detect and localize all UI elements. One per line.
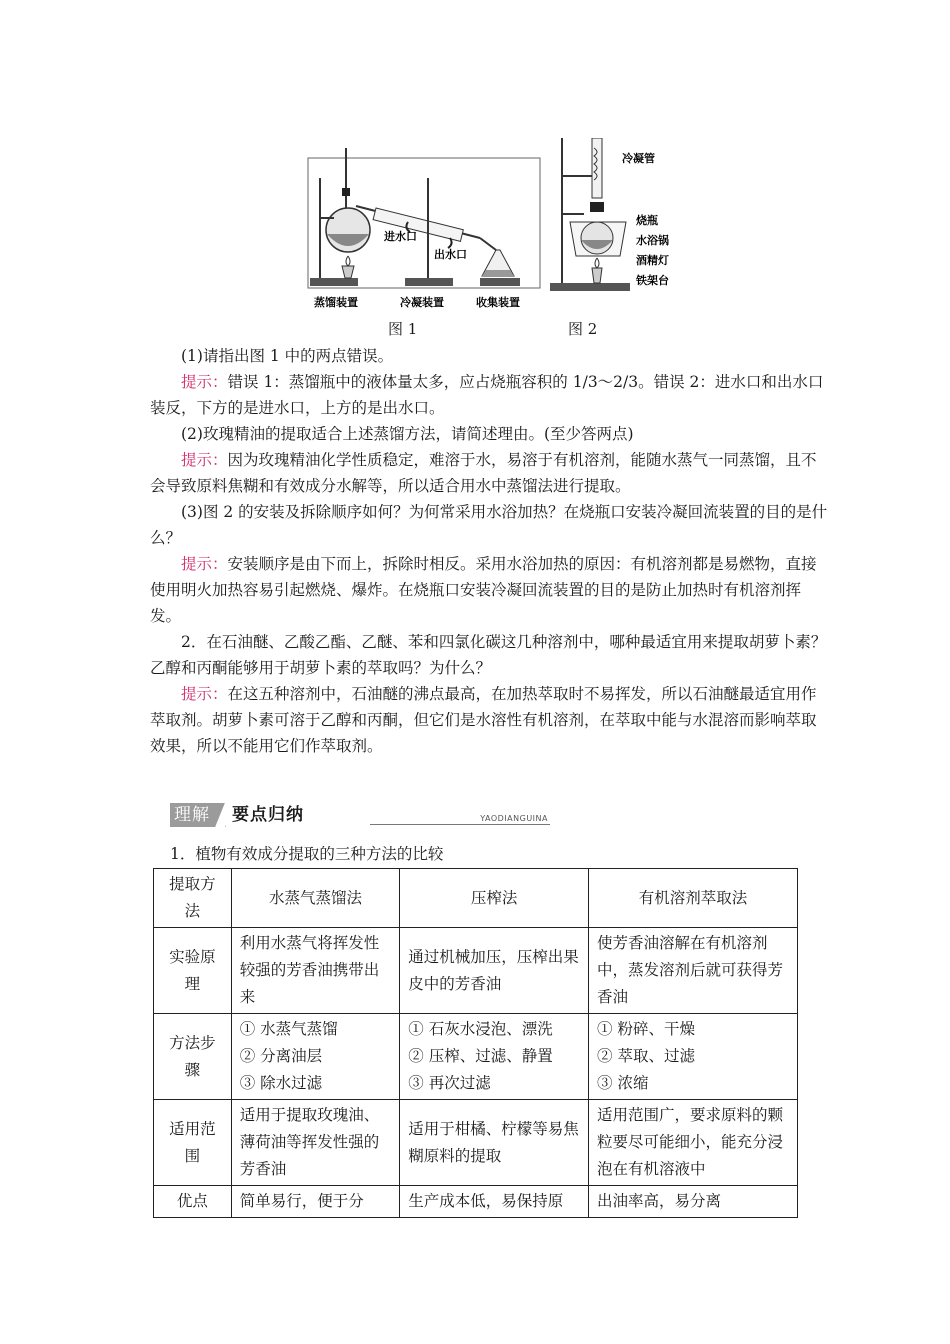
comparison-table	[153, 868, 798, 1218]
figure-caption-1: 图 1	[388, 320, 418, 338]
fig2-label-lamp: 酒精灯	[636, 254, 669, 267]
answer-text: 因为玫瑰精油化学性质稳定，难溶于水，易溶于有机溶剂，能随水蒸气一同蒸馏，且不会导致原料焦糊和有效成分水解等，所以适合用水中蒸馏法进行提取。	[150, 451, 817, 495]
table-row	[154, 928, 798, 1014]
table-header-row	[154, 869, 798, 928]
section-header	[170, 803, 550, 827]
hint-label: 提示：	[181, 373, 228, 391]
answer-text: 安装顺序是由下而上，拆除时相反。采用水浴加热的原因：有机溶剂都是易燃物，直接使用明火加热容易引起燃烧、爆炸。在烧瓶口安装冷凝回流装置的目的是防止加热时有机溶剂挥发。	[150, 555, 817, 625]
apparatus-diagram	[300, 138, 700, 318]
section-rule	[370, 824, 550, 825]
fig1-label-condense: 冷凝装置	[400, 296, 444, 309]
fig1-label-distill: 蒸馏装置	[314, 296, 358, 309]
table-header-cell: 压榨法	[400, 869, 589, 928]
table-cell: 生产成本低，易保持原	[400, 1186, 589, 1218]
table-cell: 简单易行，便于分	[231, 1186, 400, 1218]
question-1: (1)请指出图 1 中的两点错误。	[181, 347, 394, 365]
question-3: (3)图 2 的安装及拆除顺序如何？为何常采用水浴加热？在烧瓶口安装冷凝回流装置的目的是什么？	[150, 503, 828, 547]
table-row	[154, 1186, 798, 1218]
answer-text: 在这五种溶剂中，石油醚的沸点最高，在加热萃取时不易挥发，所以石油醚最适宜用作萃取剂。胡萝卜素可溶于乙醇和丙酮，但它们是水溶性有机溶剂，在萃取中能与水混溶而影响萃取效果，所以不能用它们作萃取剂。	[150, 685, 817, 755]
question-2: (2)玫瑰精油的提取适合上述蒸馏方法，请简述理由。(至少答两点)	[181, 425, 634, 443]
fig1-label-outlet: 出水口	[434, 248, 467, 261]
table-row-head: 优点	[154, 1186, 232, 1218]
table-row	[154, 1100, 798, 1186]
qa-section	[150, 343, 830, 759]
table-cell: 适用于柑橘、柠檬等易焦糊原料的提取	[400, 1100, 589, 1186]
answer-2	[150, 447, 830, 499]
table-header-cell: 水蒸气蒸馏法	[231, 869, 400, 928]
table-cell: 使芳香油溶解在有机溶剂中，蒸发溶剂后就可获得芳香油	[589, 928, 798, 1014]
table-cell: ① 粉碎、干燥 ② 萃取、过滤 ③ 浓缩	[589, 1014, 798, 1100]
table-cell: ① 水蒸气蒸馏 ② 分离油层 ③ 除水过滤	[231, 1014, 400, 1100]
hint-label: 提示：	[181, 685, 228, 703]
table-cell: 适用于提取玫瑰油、薄荷油等挥发性强的芳香油	[231, 1100, 400, 1186]
table-row-head: 方法步骤	[154, 1014, 232, 1100]
fig2-label-flask: 烧瓶	[636, 214, 658, 227]
table-row-head: 适用范围	[154, 1100, 232, 1186]
question-4: 2．在石油醚、乙酸乙酯、乙醚、苯和四氯化碳这几种溶剂中，哪种最适宜用来提取胡萝卜素？乙醇和丙酮能够用于胡萝卜素的萃取吗？为什么？	[150, 633, 827, 677]
table-title: 1．植物有效成分提取的三种方法的比较	[170, 845, 444, 863]
hint-label: 提示：	[181, 555, 228, 573]
hint-label: 提示：	[181, 451, 228, 469]
table-row	[154, 1014, 798, 1100]
answer-text: 错误 1：蒸馏瓶中的液体量太多，应占烧瓶容积的 1/3～2/3。错误 2：进水口和出水口装反，下方的是进水口，上方的是出水口。	[150, 373, 824, 417]
fig2-label-condenser: 冷凝管	[622, 152, 655, 165]
table-header-cell: 提取方法	[154, 869, 232, 928]
answer-1	[150, 369, 830, 421]
table-cell: 适用范围广，要求原料的颗粒要尽可能细小，能充分浸泡在有机溶液中	[589, 1100, 798, 1186]
section-tag: 理解	[170, 803, 226, 827]
fig1-label-collect: 收集装置	[476, 296, 520, 309]
table-cell: 出油率高，易分离	[589, 1186, 798, 1218]
table-row-head: 实验原理	[154, 928, 232, 1014]
table-header-cell: 有机溶剂萃取法	[589, 869, 798, 928]
fig2-label-stand: 铁架台	[636, 274, 669, 287]
section-subtitle: YAODIANGUINA	[480, 814, 548, 823]
section-title: 要点归纳	[232, 805, 304, 825]
table-cell: 利用水蒸气将挥发性较强的芳香油携带出来	[231, 928, 400, 1014]
fig2-label-waterbath: 水浴锅	[636, 234, 669, 247]
table-cell: ① 石灰水浸泡、漂洗 ② 压榨、过滤、静置 ③ 再次过滤	[400, 1014, 589, 1100]
apparatus-figures	[300, 138, 700, 338]
answer-4	[150, 681, 830, 759]
figure-caption-2: 图 2	[568, 320, 598, 338]
fig1-label-inlet: 进水口	[384, 230, 417, 243]
answer-3	[150, 551, 830, 629]
table-cell: 通过机械加压，压榨出果皮中的芳香油	[400, 928, 589, 1014]
